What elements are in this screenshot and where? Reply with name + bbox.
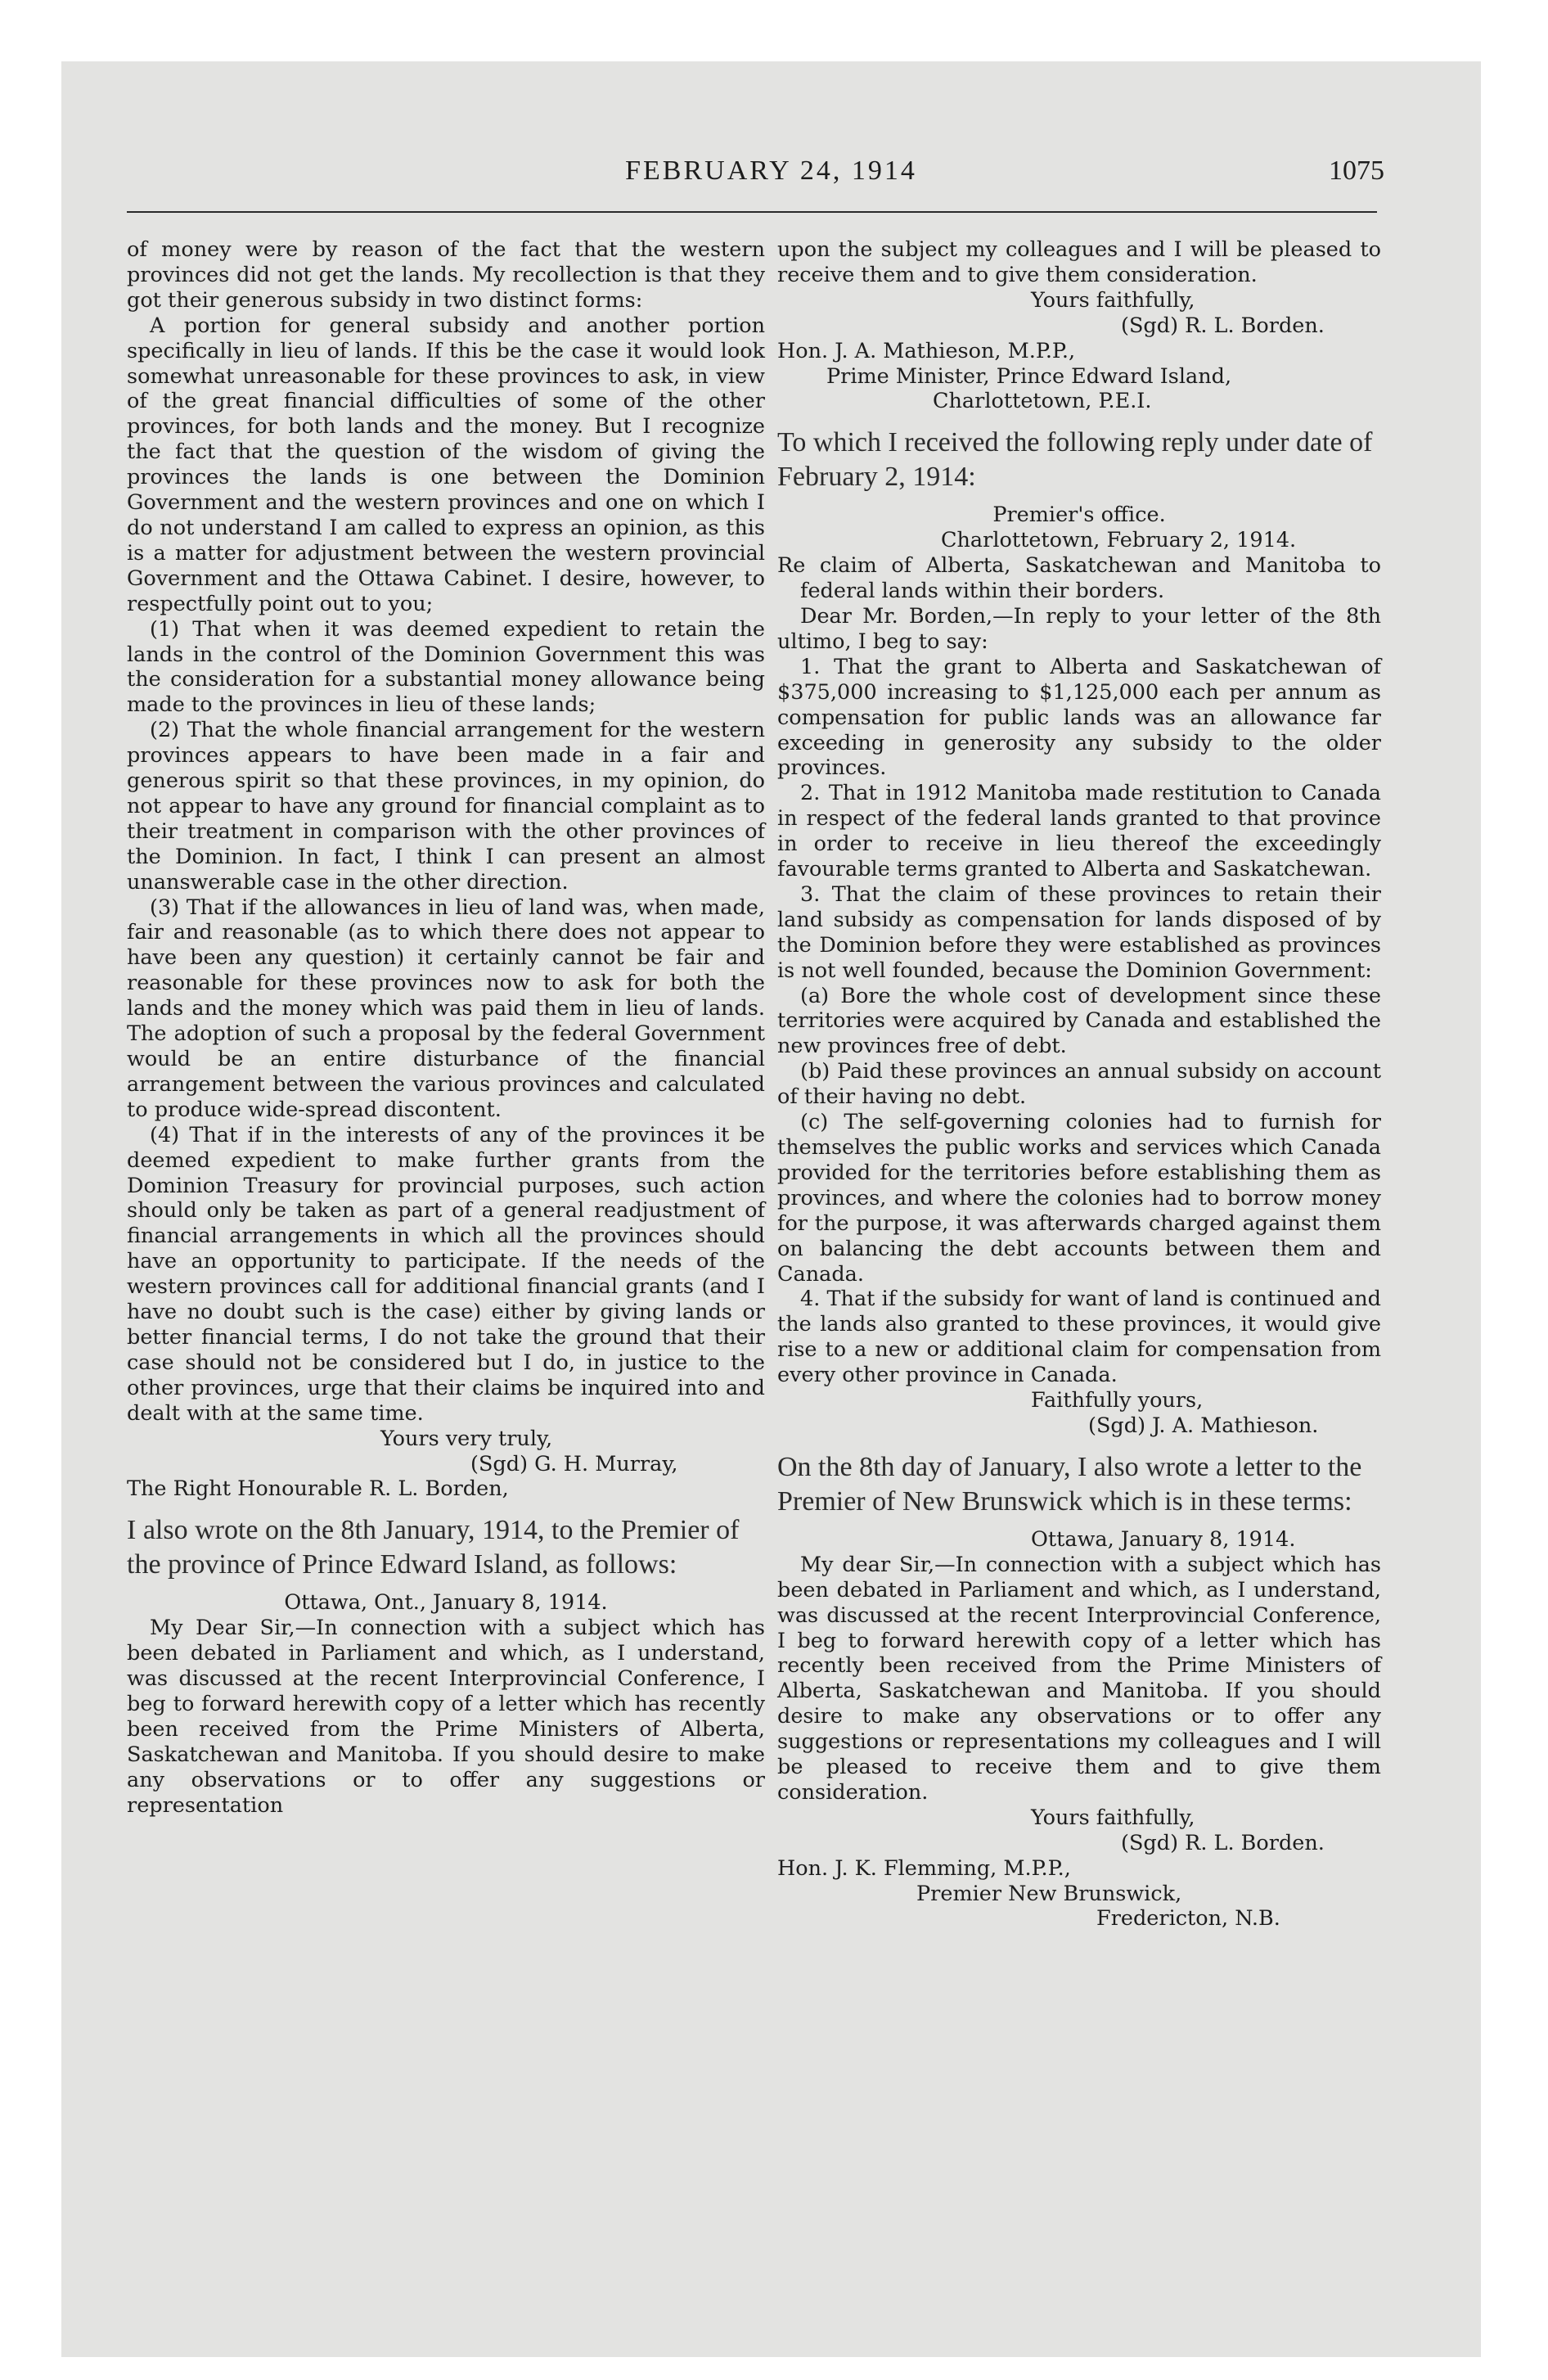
narrative-new-brunswick: On the 8th day of January, I also wrote a letter to the Premier of New Brunswick which is in these terms: (777, 1451, 1362, 1517)
letter-to-pei-body: My Dear Sir,—In connection with a subject which has been debated in Parliament and which, as I understand, was discussed at the recent Interprovincial Conference, I beg to forward herewith copy of a letter which has recently been received from the Prime Ministers of Alberta, Saskatchewan and Manitoba. If you should desire to make any observations or to offer any suggestions or representation (127, 1616, 765, 1818)
closing-faithfully-yours: Faithfully yours, (1031, 1388, 1204, 1413)
salutation-reply: Dear Mr. Borden,—In reply to your letter of the 8th ultimo, I beg to say: (777, 603, 1381, 654)
reply-item-2: 2. That in 1912 Manitoba made restitution to Canada in respect of the federal lands granted to that province in order to receive in lieu thereof the exceedingly favourable terms granted to Alberta and Saskatchewan. (777, 781, 1381, 882)
narrative-pei: I also wrote on the 8th January, 1914, to the Premier of the province of Prince Edward Island, as follows: (127, 1515, 740, 1580)
recipient-mathieson-name: Hon. J. A. Mathieson, M.P.P., (777, 338, 1076, 363)
point-3: (3) That if the allowances in lieu of land was, when made, fair and reasonable (as to which there does not appear to have been any question) it certainly cannot be fair and reasonable for these provinces now to ask for both the lands and the money which was paid them in lieu of lands. The adoption of such a proposal by the federal Government would be an entire disturbance of the financial arrangement between the various provinces and calculated to produce wide-spread discontent. (127, 895, 765, 1122)
dateline-charlottetown: Charlottetown, February 2, 1914. (941, 528, 1297, 553)
left-column (127, 237, 765, 1818)
reply-item-3a: (a) Bore the whole cost of development since these territories were acquired by Canada and established the new provinces free of debt. (777, 983, 1381, 1059)
point-2: (2) That the whole financial arrangement for the western provinces appears to have been made in a fair and generous spirit so that these provinces, in my opinion, do not appear to have any ground for financial complaint as to their treatment in comparison with the other provinces of the Dominion. In fact, I think I can present an almost unanswerable case in the other direction. (127, 718, 765, 895)
letter-to-nb-body: My dear Sir,—In connection with a subject which has been debated in Parliament and which, as I understand, was discussed at the recent Interprovincial Conference, I beg to forward herewith copy of a letter which has recently been received from the Prime Ministers of Alberta, Saskatchewan and Manitoba. If you should desire to make any observations or to offer any suggestions or representations my colleagues and I will be pleased to receive them and to give them consideration. (777, 1552, 1381, 1805)
narrative-reply: To which I received the following reply under date of February 2, 1914: (777, 427, 1373, 493)
page-number: 1075 (1329, 156, 1384, 186)
signature-borden-1: (Sgd) R. L. Borden. (1121, 313, 1325, 338)
closing-yours-very-truly: Yours very truly, (380, 1426, 553, 1451)
signature-mathieson: (Sgd) J. A. Mathieson. (1088, 1413, 1319, 1438)
reply-item-3: 3. That the claim of these provinces to retain their land subsidy as compensation for lands disposed of by the Dominion before they were established as provinces is not well founded, because the Dominion Government: (777, 881, 1381, 983)
right-column (777, 237, 1381, 1931)
page-header (61, 90, 1481, 186)
recipient-flemming-city: Fredericton, N.B. (1096, 1906, 1280, 1931)
recipient-mathieson-title: Prime Minister, Prince Edward Island, (826, 363, 1232, 389)
recipient-mathieson-city: Charlottetown, P.E.I. (933, 389, 1152, 414)
closing-yours-faithfully-1: Yours faithfully, (1031, 287, 1195, 313)
addressee-borden: The Right Honourable R. L. Borden, (127, 1476, 509, 1502)
re-line: Re claim of Alberta, Saskatchewan and Manitoba to federal lands within their borders. (777, 553, 1381, 604)
point-4: (4) That if in the interests of any of the provinces it be deemed expedient to make further grants from the Dominion Treasury for provincial purposes, such action should only be taken as part of a general readjustment of financial arrangements in which all the provinces should have an opportunity to participate. If the needs of the western provinces call for additional financial grants (and I have no doubt such is the case) either by giving lands or better financial terms, I do not take the ground that their case should not be considered but I do, in justice to the other provinces, urge that their claims be inquired into and dealt with at the same time. (127, 1122, 765, 1426)
header-rule (127, 211, 1377, 213)
signature-murray: (Sgd) G. H. Murray, (470, 1451, 678, 1476)
portion-paragraph: A portion for general subsidy and another portion specifically in lieu of lands. If this be the case it would look somewhat unreasonable for these provinces to ask, in view of the great financial difficulties of some of the other provinces, for both lands and the money. But I recognize the fact that the question of the wisdom of giving the provinces the lands is one between the Dominion Government and the western provinces and one on which I do not understand I am called to express an opinion, as this is a matter for adjustment between the western provincial Government and the Ottawa Cabinet. I desire, however, to respectfully point out to you; (127, 313, 765, 616)
reply-item-3c: (c) The self-governing colonies had to furnish for themselves the public works and services which Canada provided for the territories before establishing them as provinces, and where the colonies had to borrow money for the purpose, it was afterwards charged against them on balancing the debt accounts between them and Canada. (777, 1110, 1381, 1287)
reply-item-3b: (b) Paid these provinces an annual subsidy on account of their having no debt. (777, 1059, 1381, 1110)
closing-yours-faithfully-2: Yours faithfully, (1031, 1805, 1195, 1830)
point-1: (1) That when it was deemed expedient to retain the lands in the control of the Dominion Government this was the consideration for a substantial money allowance being made to the provinces in lieu of these lands; (127, 616, 765, 718)
premiers-office: Premier's office. (992, 503, 1166, 528)
page-date-title: FEBRUARY 24, 1914 (625, 156, 917, 186)
signature-borden-2: (Sgd) R. L. Borden. (1121, 1830, 1325, 1855)
dateline-ottawa: Ottawa, January 8, 1914. (1031, 1526, 1296, 1552)
recipient-flemming-title: Premier New Brunswick, (916, 1881, 1182, 1906)
intro-paragraph: of money were by reason of the fact that the western provinces did not get the lands. My recollection is that they got their generous subsidy in two distinct forms: (127, 237, 765, 313)
recipient-flemming-name: Hon. J. K. Flemming, M.P.P., (777, 1855, 1071, 1881)
reply-item-1: 1. That the grant to Alberta and Saskatchewan of $375,000 increasing to $1,125,000 each per annum as compensation for public lands was an allowance far exceeding in generosity any subsidy to the older provinces. (777, 654, 1381, 781)
letter-continuation: upon the subject my colleagues and I will be pleased to receive them and to give them consideration. (777, 237, 1381, 287)
dateline-ottawa-ont: Ottawa, Ont., January 8, 1914. (284, 1590, 608, 1616)
reply-item-4: 4. That if the subsidy for want of land is continued and the lands also granted to these provinces, it would give rise to a new or additional claim for compensation from every other province in Canada. (777, 1287, 1381, 1388)
